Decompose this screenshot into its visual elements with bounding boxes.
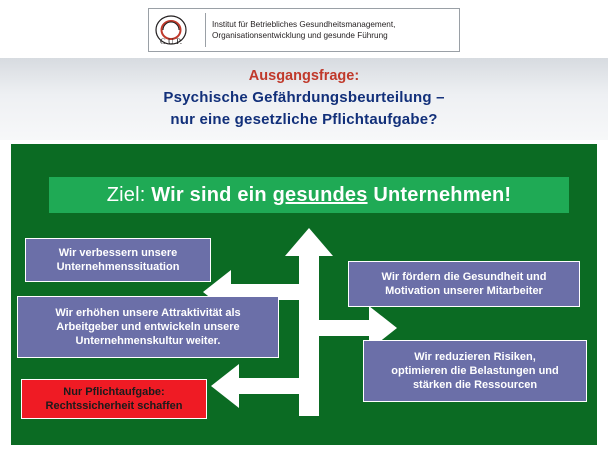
logo-band [0, 0, 608, 58]
goal-strong-before: Wir sind ein [151, 183, 267, 206]
callout-improve-line1: Wir verbessern unsere [58, 247, 178, 259]
callout-attractiveness[interactable] [17, 296, 279, 358]
logo-text-line2: Organisationsentwicklung und gesunde Führung [212, 31, 388, 40]
goal-underlined: gesundes [272, 183, 368, 206]
callout-health[interactable] [348, 261, 580, 307]
callout-health-line2: Motivation unserer Mitarbeiter [385, 285, 543, 297]
diagram-stage [8, 141, 600, 448]
callout-duty[interactable] [21, 379, 207, 419]
callout-health-line1: Wir fördern die Gesundheit und [381, 271, 547, 283]
arrow-branch-lower-left [209, 362, 301, 408]
header-title-line2: nur eine gesetzliche Pflichtaufgabe? [170, 111, 438, 128]
callout-attractiveness-line2: Arbeitgeber und entwickeln unsere [56, 321, 240, 333]
cup-logo-icon [149, 10, 205, 50]
goal-banner [49, 177, 569, 213]
question-header [0, 58, 608, 140]
callout-risk-line1: Wir reduzieren Risiken, [414, 351, 536, 363]
callout-improve-line2: Unternehmenssituation [56, 261, 180, 273]
logo-text [206, 19, 399, 41]
goal-lead: Ziel: [106, 183, 146, 206]
logo-text-line1: Institut für Betriebliches Gesundheitsmanagement, [212, 20, 396, 29]
callout-attractiveness-line3: Unternehmenskultur weiter. [75, 335, 221, 347]
callout-attractiveness-line1: Wir erhöhen unsere Attraktivität als [55, 307, 241, 319]
callout-duty-line2: Rechtssicherheit schaffen [45, 400, 183, 412]
svg-text:C.U.P.: C.U.P. [160, 36, 182, 46]
callout-risk-line3: stärken die Ressourcen [412, 379, 538, 391]
callout-risk[interactable] [363, 340, 587, 402]
header-title-line1: Psychische Gefährdungsbeurteilung – [163, 89, 445, 106]
logo-box [148, 8, 460, 52]
callout-improve[interactable] [25, 238, 211, 282]
goal-strong-after: Unternehmen! [373, 183, 512, 206]
callout-duty-line1: Nur Pflichtaufgabe: [63, 386, 165, 398]
header-kicker: Ausgangsfrage: [248, 68, 360, 84]
callout-risk-line2: optimieren die Belastungen und [391, 365, 559, 377]
